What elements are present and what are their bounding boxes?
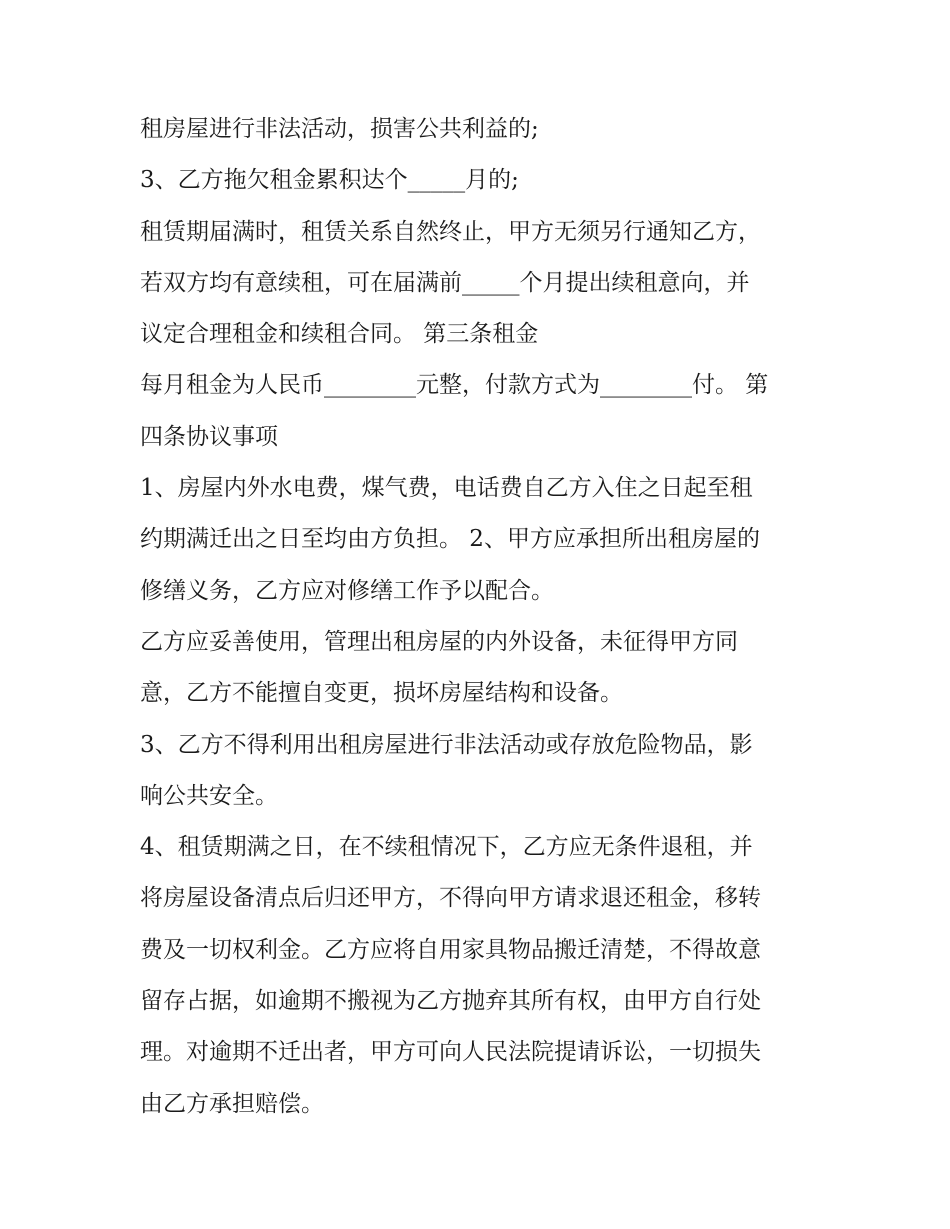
text-line: 4、租赁期满之日，在不续租情况下，乙方应无条件退租，并 — [140, 834, 753, 861]
text-line: 租房屋进行非法活动，损害公共利益的; — [140, 116, 539, 142]
text-line: 意，乙方不能擅自变更，损坏房屋结构和设备。 — [140, 680, 623, 707]
text-line: 修缮义务，乙方应对修缮工作予以配合。 — [140, 577, 554, 604]
text-line: 费及一切权利金。乙方应将自用家具物品搬迁清楚，不得故意 — [140, 936, 761, 963]
text-line: 议定合理租金和续租合同。 第三条租金 — [140, 321, 539, 348]
text-line: 3、乙方拖欠租金累积达个_____月的; — [140, 167, 519, 194]
text-line: 留存占据，如逾期不搬视为乙方抛弃其所有权，由甲方自行处 — [140, 988, 761, 1015]
text-line: 租赁期届满时，租赁关系自然终止，甲方无须另行通知乙方， — [140, 218, 761, 245]
text-line: 将房屋设备清点后归还甲方，不得向甲方请求退还租金，移转 — [140, 885, 761, 912]
text-line: 3、乙方不得利用出租房屋进行非法活动或存放危险物品，影 — [140, 731, 753, 758]
text-line: 约期满迁出之日至均由方负担。 2、甲方应承担所出租房屋的 — [140, 526, 760, 553]
contract-body-text — [140, 104, 820, 1130]
text-line: 每月租金为人民币________元整，付款方式为________付。 第 — [140, 372, 769, 399]
text-line: 若双方均有意续租，可在届满前_____个月提出续租意向，并 — [140, 269, 750, 296]
text-line: 四条协议事项 — [140, 423, 278, 450]
text-line: 理。对逾期不迁出者，甲方可向人民法院提请诉讼，一切损失 — [140, 1039, 761, 1066]
text-line: 由乙方承担赔偿。 — [140, 1090, 324, 1117]
text-line: 乙方应妥善使用，管理出租房屋的内外设备，未征得甲方同 — [140, 628, 738, 655]
text-line: 1、房屋内外水电费，煤气费，电话费自乙方入住之日起至租 — [140, 475, 753, 502]
text-line: 响公共安全。 — [140, 782, 278, 809]
